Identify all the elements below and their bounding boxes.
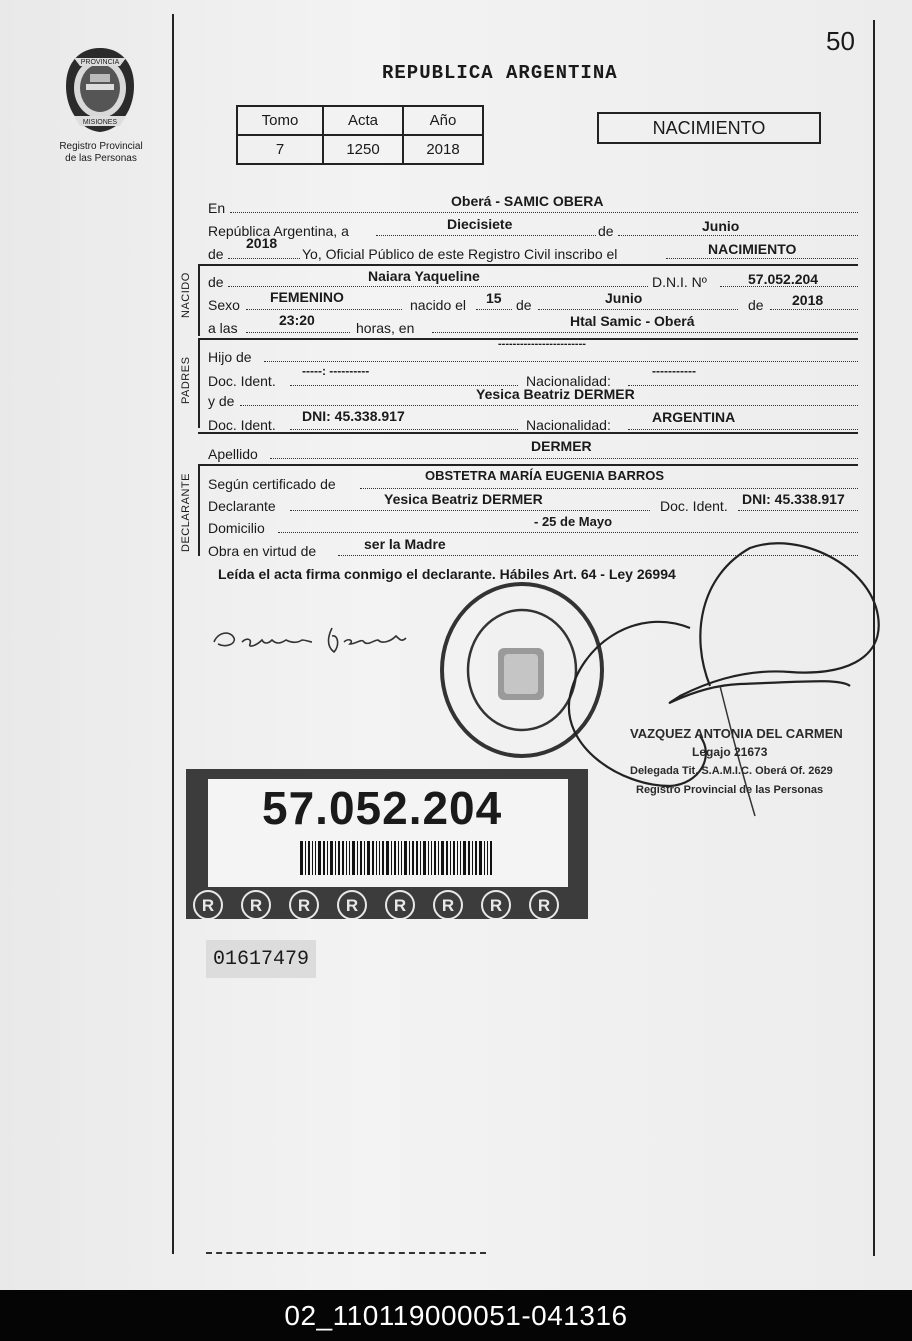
mes-value: Junio <box>702 218 740 234</box>
official-cargo: Delegada Tit. S.A.M.I.C. Oberá Of. 2629 <box>630 765 833 777</box>
sticker-pattern-letter: R <box>489 896 503 915</box>
hijo-de-label: Hijo de <box>208 349 252 365</box>
barcode-bar <box>364 841 365 875</box>
barcode-bar <box>468 841 470 875</box>
barcode-bar <box>349 841 350 875</box>
barcode-bar <box>379 841 380 875</box>
row-domicilio <box>208 516 858 536</box>
en-value: Oberá - SAMIC OBERA <box>451 193 604 209</box>
barcode-bar <box>318 841 321 875</box>
id-sticker <box>186 769 588 919</box>
padres-side-line <box>198 340 200 428</box>
barcode-bar <box>352 841 355 875</box>
barcode-bar <box>342 841 344 875</box>
barcode-bar <box>338 841 340 875</box>
sticker-pattern-letter: R <box>201 896 215 915</box>
declarante-doc-value: DNI: 45.338.917 <box>742 491 845 507</box>
nacido-de-label-3: de <box>748 297 764 313</box>
barcode-bar <box>453 841 455 875</box>
barcode-bar <box>490 841 492 875</box>
official-legajo: Legajo 21673 <box>692 745 768 759</box>
barcode-bar <box>372 841 374 875</box>
page-number: 50 <box>826 26 855 56</box>
barcode-bar <box>412 841 414 875</box>
declarante-top-line <box>198 464 858 466</box>
apellido-label: Apellido <box>208 446 258 462</box>
barcode-bar <box>327 841 328 875</box>
bottom-dashed-line <box>206 1252 486 1254</box>
left-margin-line <box>172 14 174 1254</box>
barcode-bar <box>357 841 358 875</box>
sticker-pattern-letter: R <box>441 896 455 915</box>
domicilio-label: Domicilio <box>208 520 265 536</box>
declarante-doc-label: Doc. Ident. <box>660 498 728 514</box>
record-value-anio: 2018 <box>403 135 483 164</box>
padre-nac-value: ----------- <box>652 364 696 378</box>
barcode-bar <box>382 841 384 875</box>
padres-section-label: PADRES <box>180 356 192 404</box>
sticker-pattern-letter: R <box>249 896 263 915</box>
sexo-value: FEMENINO <box>270 289 344 305</box>
barcode-bar <box>460 841 461 875</box>
mes-nacimiento-value: Junio <box>605 290 643 306</box>
barcode-bar <box>305 841 306 875</box>
official-registro: Registro Provincial de las Personas <box>636 784 824 796</box>
closing-statement: Leída el acta firma conmigo el declarante. Hábiles Art. 64 - Ley 26994 <box>218 566 676 582</box>
barcode-bar <box>409 841 410 875</box>
file-code-footer: 02_110119000051-041316 <box>0 1290 912 1341</box>
sticker-pattern-letter: R <box>393 896 407 915</box>
republica-label: República Argentina, a <box>208 223 349 239</box>
barcode-bar <box>300 841 303 875</box>
declarante-side-line <box>198 466 200 556</box>
nacido-section-label: NACIDO <box>180 272 192 318</box>
barcode-bar <box>401 841 402 875</box>
obra-value: ser la Madre <box>364 536 446 552</box>
obra-label: Obra en virtud de <box>208 543 317 559</box>
record-value-acta: 1250 <box>323 135 403 164</box>
declarant-signature-icon <box>206 612 416 662</box>
official-name: VAZQUEZ ANTONIA DEL CARMEN <box>630 726 843 741</box>
sexo-label: Sexo <box>208 297 240 313</box>
nacido-de-label: de <box>208 274 224 290</box>
madre-nac-label: Nacionalidad: <box>526 417 611 433</box>
registry-name <box>44 141 158 165</box>
barcode-bar <box>346 841 347 875</box>
nombre-value: Naiara Yaqueline <box>368 268 480 284</box>
seal-lettering-bottom: MISIONES <box>82 119 118 126</box>
apellido-top-line <box>198 432 858 434</box>
horas-en-label: horas, en <box>356 320 415 336</box>
provincial-seal-icon <box>60 44 140 136</box>
dni-label: D.N.I. Nº <box>652 274 707 290</box>
barcode-bar <box>398 841 399 875</box>
dia-nacimiento-value: 15 <box>486 290 502 306</box>
nacido-top-line <box>198 264 858 266</box>
row-fecha <box>208 219 858 239</box>
lugar-value: Htal Samic - Oberá <box>570 313 695 329</box>
sticker-pattern-letter: R <box>345 896 359 915</box>
barcode-bar <box>335 841 336 875</box>
certificado-label: Según certificado de <box>208 476 336 492</box>
registry-line-2: de las Personas <box>65 153 137 164</box>
record-header-tomo: Tomo <box>237 106 323 135</box>
domicilio-value: - 25 de Mayo <box>534 514 613 529</box>
barcode-bar <box>472 841 473 875</box>
barcode-bar <box>386 841 389 875</box>
nacido-el-label: nacido el <box>410 297 467 313</box>
record-header-anio: Año <box>403 106 483 135</box>
official-signature-block <box>630 724 843 800</box>
nacido-de-label-2: de <box>516 297 532 313</box>
y-de-label: y de <box>208 393 235 409</box>
anio-value: 2018 <box>246 235 278 251</box>
barcode-bar <box>450 841 451 875</box>
barcode-bar <box>434 841 436 875</box>
barcode-bar <box>420 841 421 875</box>
barcode-bar <box>312 841 313 875</box>
declarante-label: Declarante <box>208 498 276 514</box>
madre-doc-label: Doc. Ident. <box>208 417 276 433</box>
registry-line-1: Registro Provincial <box>59 141 143 152</box>
declarante-section-label: DECLARANTE <box>180 473 192 552</box>
record-header-acta: Acta <box>323 106 403 135</box>
record-table <box>236 105 484 165</box>
declarante-value: Yesica Beatriz DERMER <box>384 491 543 507</box>
hora-value: 23:20 <box>279 312 315 328</box>
barcode-bar <box>484 841 485 875</box>
barcode-bar <box>404 841 407 875</box>
barcode-bar <box>463 841 466 875</box>
padre-nac-label: Nacionalidad: <box>526 373 611 389</box>
dia-value: Diecisiete <box>447 216 513 232</box>
certificado-value: OBSTETRA MARÍA EUGENIA BARROS <box>425 468 665 483</box>
de-label: de <box>598 223 614 239</box>
seal-lettering-top: PROVINCIA <box>80 59 120 66</box>
barcode-bar <box>457 841 458 875</box>
record-type-box: NACIMIENTO <box>597 112 821 144</box>
sticker-pattern-letter: R <box>297 896 311 915</box>
barcode-bar <box>394 841 396 875</box>
barcode-bar <box>479 841 482 875</box>
padre-doc-label: Doc. Ident. <box>208 373 276 389</box>
barcode-bar <box>446 841 448 875</box>
nacido-side-line <box>198 266 200 336</box>
barcode-bar <box>441 841 444 875</box>
apellido-value: DERMER <box>531 438 592 454</box>
barcode-bar <box>431 841 432 875</box>
control-number: 01617479 <box>206 940 316 978</box>
padre-doc-value: -----: ---------- <box>302 364 370 378</box>
barcode-bar <box>475 841 477 875</box>
barcode-bar <box>416 841 418 875</box>
barcode-bar <box>315 841 316 875</box>
barcode-bar <box>323 841 325 875</box>
barcode-bar <box>367 841 370 875</box>
barcode-bar <box>438 841 439 875</box>
dni-value: 57.052.204 <box>748 271 819 287</box>
barcode-bar <box>423 841 426 875</box>
de-label-2: de <box>208 246 224 262</box>
barcode-bar <box>428 841 429 875</box>
barcode-bar <box>308 841 310 875</box>
inscribo-text: Yo, Oficial Público de este Registro Civil inscribo el <box>302 246 618 262</box>
padre-value: ------------------------ <box>498 338 586 350</box>
id-sticker-number: 57.052.204 <box>262 782 503 834</box>
madre-nac-value: ARGENTINA <box>652 409 736 425</box>
anio-nacimiento-value: 2018 <box>792 292 824 308</box>
sticker-pattern-letter: R <box>537 896 551 915</box>
barcode-bar <box>376 841 377 875</box>
en-label: En <box>208 200 226 216</box>
barcode-bar <box>487 841 488 875</box>
madre-doc-value: DNI: 45.338.917 <box>302 408 405 424</box>
barcode-bar <box>391 841 392 875</box>
record-value-tomo: 7 <box>237 135 323 164</box>
barcode-bar <box>360 841 362 875</box>
barcode-bar <box>330 841 333 875</box>
madre-value: Yesica Beatriz DERMER <box>476 386 635 402</box>
document-title: REPUBLICA ARGENTINA <box>382 62 618 84</box>
inscribo-value: NACIMIENTO <box>708 241 797 257</box>
a-las-label: a las <box>208 320 238 336</box>
